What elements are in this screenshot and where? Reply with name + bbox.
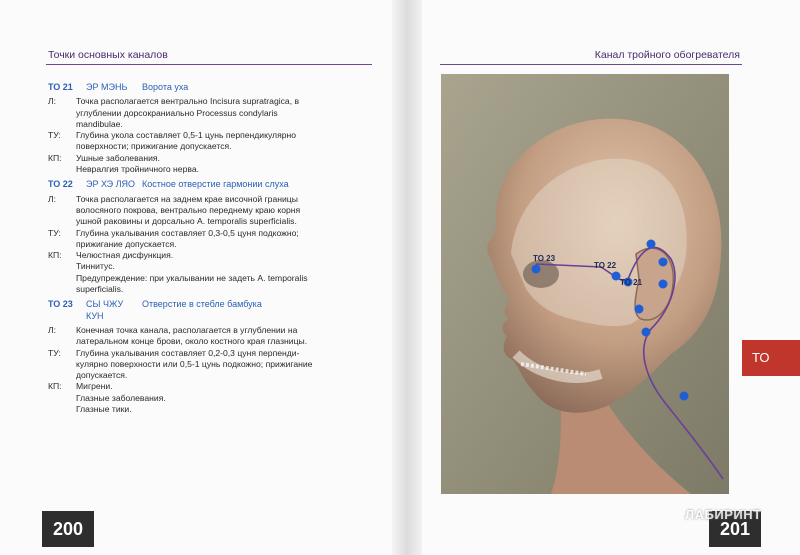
row-label: Л: xyxy=(48,324,57,335)
row-label: КП: xyxy=(48,152,62,163)
technique-row xyxy=(48,228,378,251)
text-line: Челюстная дисфункция. xyxy=(76,250,174,261)
text-line: Точка располагается вентрально Incisura supratragica, в xyxy=(76,96,300,107)
point-chinese-name: ЭР МЭНЬ xyxy=(86,82,128,92)
text-line: Невралгия тройничного нерва. xyxy=(76,164,199,175)
channel-point-marker xyxy=(647,240,656,249)
right-running-title: Канал тройного обогревателя xyxy=(594,49,740,61)
row-text xyxy=(76,228,378,251)
text-line: поверхности; прижигание допускается. xyxy=(76,141,232,152)
location-row xyxy=(48,96,378,130)
text-line: mandibulae. xyxy=(76,118,123,129)
channel-point-marker xyxy=(642,328,651,337)
point-heading-to22 xyxy=(48,179,378,190)
indications-row xyxy=(48,381,378,415)
anatomy-illustration xyxy=(441,74,729,494)
head-figure-svg xyxy=(441,74,729,494)
channel-point-marker xyxy=(680,392,689,401)
technique-row xyxy=(48,130,378,153)
row-label: КП: xyxy=(48,250,62,261)
text-line: прижигание допускается. xyxy=(76,238,177,249)
channel-point-marker xyxy=(659,258,668,267)
text-line: Предупреждение: при укалывании не задеть A. temporalis xyxy=(76,272,308,283)
row-label: ТУ: xyxy=(48,227,61,238)
indications-row xyxy=(48,153,378,176)
left-page-number: 200 xyxy=(42,511,94,547)
point-chinese-name: СЫ ЧЖУ КУН xyxy=(86,299,124,321)
text-line: допускается. xyxy=(76,370,128,381)
row-label: ТУ: xyxy=(48,130,61,141)
text-line: волосяного покрова, вентрально переднему краю корня xyxy=(76,204,301,215)
section-tab: ТО xyxy=(742,340,800,376)
location-row xyxy=(48,194,378,228)
point-russian-name: Костное отверстие гармонии слуха xyxy=(142,179,289,190)
text-line: Конечная точка канала, располагается в углублении на xyxy=(76,324,298,335)
point-russian-name: Отверстие в стебле бамбука xyxy=(142,299,262,310)
left-header-rule xyxy=(46,64,372,65)
text-line: углублении дорсокраниально Processus condylaris xyxy=(76,107,278,118)
point-code: ТО 22 xyxy=(48,179,73,190)
point-heading-to23 xyxy=(48,299,378,322)
point-to23-marker xyxy=(532,265,541,274)
left-running-title: Точки основных каналов xyxy=(48,49,168,61)
text-line: Глазные тики. xyxy=(76,404,132,415)
channel-point-marker xyxy=(659,280,668,289)
technique-row xyxy=(48,348,378,382)
point-chinese-name: ЭР ХЭ ЛЯО xyxy=(86,179,136,190)
text-line: Тиннитус. xyxy=(76,261,115,272)
text-line: Глазные заболевания. xyxy=(76,392,166,403)
watermark: ЛАБИРИНТ xyxy=(685,507,762,522)
text-line: Глубина укалывания составляет 0,2-0,3 цуня перпенди- xyxy=(76,347,300,358)
point-code: ТО 21 xyxy=(48,82,73,92)
right-page-number: 201 xyxy=(709,511,761,547)
text-line: Мигрени. xyxy=(76,381,113,392)
text-line: Глубина укалывания составляет 0,3-0,5 цуня подкожно; xyxy=(76,227,299,238)
row-text xyxy=(76,348,378,382)
row-label: Л: xyxy=(48,193,57,204)
point-heading-to21 xyxy=(48,82,378,93)
text-line: superficialis. xyxy=(76,284,124,295)
row-text xyxy=(76,130,378,153)
label-to23: ТО 23 xyxy=(533,254,556,263)
text-line: ушной раковины и дорсально A. temporalis superficialis. xyxy=(76,216,297,227)
row-text xyxy=(76,194,378,228)
location-row xyxy=(48,325,378,348)
label-to21: ТО 21 xyxy=(620,278,643,287)
text-line: Глубина укола составляет 0,5-1 цунь перпендикулярно xyxy=(76,130,297,141)
right-header-rule xyxy=(440,64,742,65)
text-line: Точка располагается на заднем крае височной границы xyxy=(76,193,298,204)
label-to22: ТО 22 xyxy=(594,261,617,270)
text-line: латеральном конце брови, около костного края глазницы. xyxy=(76,336,308,347)
row-label: КП: xyxy=(48,381,62,392)
row-text xyxy=(76,96,378,130)
row-text xyxy=(76,250,378,295)
text-line: кулярно поверхности или 0,5-1 цунь подкожно; прижигание xyxy=(76,358,313,369)
indications-row xyxy=(48,250,378,295)
left-page-content xyxy=(48,80,378,415)
point-russian-name: Ворота уха xyxy=(142,82,189,92)
channel-point-marker xyxy=(635,305,644,314)
row-text xyxy=(76,381,378,415)
row-label: Л: xyxy=(48,96,57,107)
book-gutter xyxy=(392,0,422,555)
row-label: ТУ: xyxy=(48,347,61,358)
row-text xyxy=(76,325,378,348)
row-text xyxy=(76,153,378,176)
text-line: Ушные заболевания. xyxy=(76,152,160,163)
point-code: ТО 23 xyxy=(48,299,73,310)
